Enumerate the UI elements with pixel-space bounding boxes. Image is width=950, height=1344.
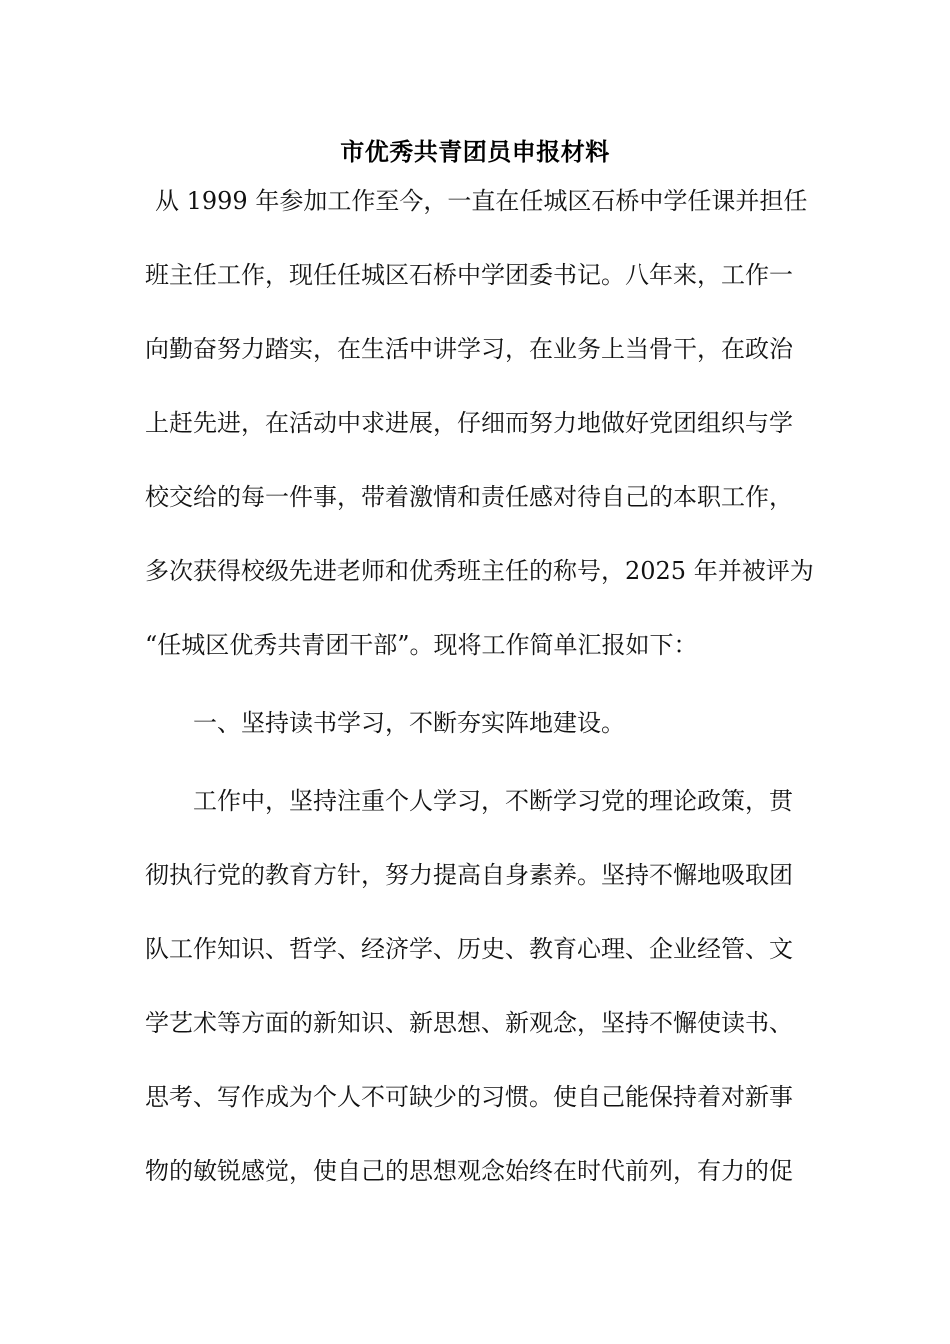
text-line: 队工作知识、哲学、经济学、历史、教育心理、企业经管、文 xyxy=(145,935,793,963)
text-line: 思考、写作成为个人不可缺少的习惯。使自己能保持着对新事 xyxy=(145,1083,793,1111)
text-line: 上赶先进，在活动中求进展，仔细而努力地做好党团组织与学 xyxy=(145,409,793,437)
text-line: 学艺术等方面的新知识、新思想、新观念，坚持不懈使读书、 xyxy=(145,1009,793,1037)
text-line: 班主任工作，现任任城区石桥中学团委书记。八年来，工作一 xyxy=(145,261,793,289)
text-line: 校交给的每一件事，带着激情和责任感对待自己的本职工作， xyxy=(145,483,793,511)
text-line: 从 1999 年参加工作至今，一直在任城区石桥中学任课并担任 xyxy=(155,187,808,215)
document-title: 市优秀共青团员申报材料 xyxy=(340,138,610,166)
text-line: 向勤奋努力踏实，在生活中讲学习，在业务上当骨干，在政治 xyxy=(145,335,793,363)
text-line: “任城区优秀共青团干部”。现将工作简单汇报如下： xyxy=(145,631,698,659)
section-heading: 一、坚持读书学习，不断夯实阵地建设。 xyxy=(193,709,625,737)
text-line: 彻执行党的教育方针，努力提高自身素养。坚持不懈地吸取团 xyxy=(145,861,793,889)
text-line: 工作中，坚持注重个人学习，不断学习党的理论政策，贯 xyxy=(193,787,793,815)
text-line: 多次获得校级先进老师和优秀班主任的称号，2025 年并被评为 xyxy=(145,557,814,585)
text-line: 物的敏锐感觉，使自己的思想观念始终在时代前列，有力的促 xyxy=(145,1157,793,1185)
